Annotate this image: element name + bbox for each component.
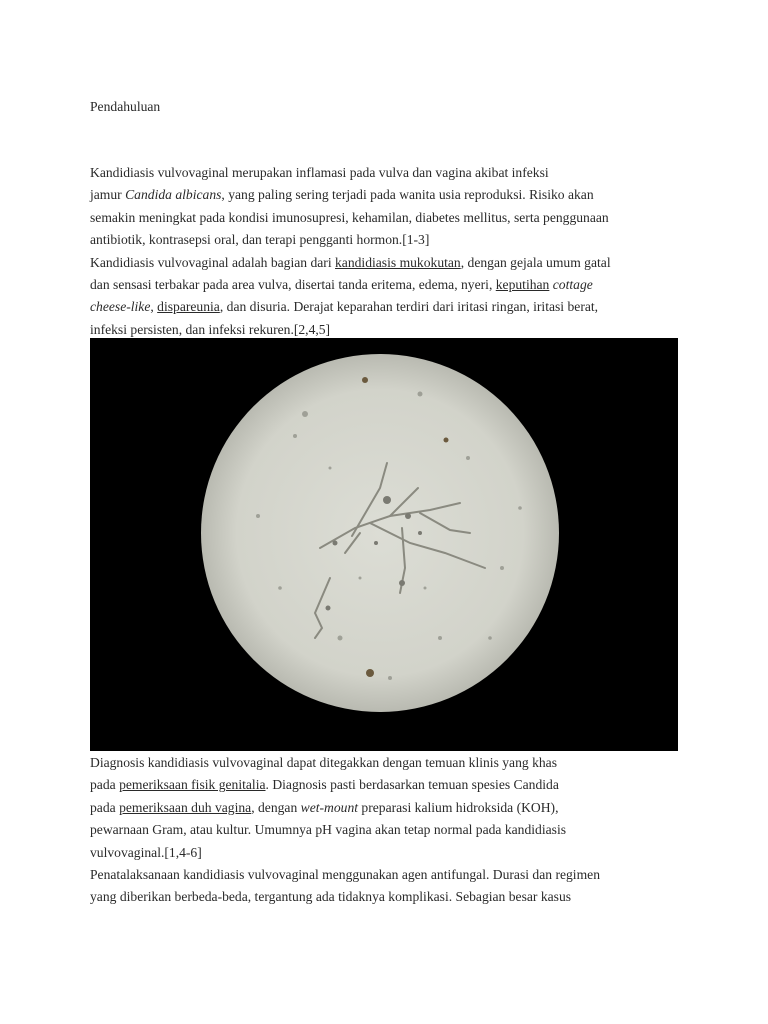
text-line: semakin meningkat pada kondisi imunosupresi, kehamilan, diabetes mellitus, serta penggunaan [90, 209, 609, 225]
text-line [90, 797, 690, 819]
text-line: antibiotik, kontrasepsi oral, dan terapi pengganti hormon.[1-3] [90, 232, 430, 248]
italic-term: wet-mount [300, 799, 359, 815]
paragraph-symptoms [90, 252, 690, 342]
text-line [90, 296, 690, 318]
text-line: pewarnaan Gram, atau kultur. Umumnya pH vagina akan tetap normal pada kandidiasis [90, 822, 567, 838]
link-pemeriksaan-duh-vagina[interactable]: pemeriksaan duh vagina [119, 799, 252, 815]
text-line: yang diberikan berbeda-beda, tergantung ada tidaknya komplikasi. Sebagian besar kasus [90, 889, 572, 905]
microscope-field-image [90, 338, 678, 751]
text-span: jamur [90, 187, 126, 203]
text-line: vulvovaginal.[1,4-6] [90, 844, 202, 860]
text-span: , yang paling sering terjadi pada wanita usia reproduksi. Risiko akan [221, 187, 594, 203]
text-span: preparasi kalium hidroksida (KOH), [358, 799, 559, 815]
text-line [90, 774, 690, 796]
text-span: , dengan [251, 799, 301, 815]
text-line: Penatalaksanaan kandidiasis vulvovaginal menggunakan agen antifungal. Durasi dan regimen [90, 867, 600, 882]
section-heading: Pendahuluan [90, 99, 161, 114]
link-keputihan[interactable]: keputihan [495, 276, 550, 292]
link-dispareunia[interactable]: dispareunia [157, 299, 220, 315]
text-line: Kandidiasis vulvovaginal merupakan inflamasi pada vulva dan vagina akibat infeksi [90, 165, 549, 180]
text-line: infeksi persisten, dan infeksi rekuren.[2,4,5] [90, 321, 331, 337]
text-span: . Diagnosis pasti berdasarkan temuan spesies Candida [265, 777, 559, 793]
text-span: , dengan gejala umum gatal [460, 254, 611, 270]
paragraph-diagnosis [90, 752, 690, 864]
link-pemeriksaan-fisik-genitalia[interactable]: pemeriksaan fisik genitalia [119, 777, 266, 793]
text-line [90, 184, 690, 206]
italic-term: cottage [552, 276, 593, 292]
paragraph-intro [90, 162, 690, 252]
text-span: , [150, 299, 158, 315]
text-line [90, 274, 690, 296]
paragraph-treatment [90, 864, 690, 909]
text-span: Kandidiasis vulvovaginal adalah bagian dari [90, 254, 335, 270]
text-span: dan sensasi terbakar pada area vulva, disertai tanda eritema, edema, nyeri, [90, 276, 496, 292]
text-line: Diagnosis kandidiasis vulvovaginal dapat ditegakkan dengan temuan klinis yang khas [90, 755, 557, 770]
text-span: pada [90, 799, 120, 815]
text-line [90, 252, 690, 274]
text-span: pada [90, 777, 120, 793]
text-span: , dan disuria. Derajat keparahan terdiri dari iritasi ringan, iritasi berat, [219, 299, 599, 315]
species-name: Candida albicans [125, 187, 222, 203]
microscope-field-icon [90, 338, 678, 751]
italic-term: cheese-like [90, 299, 151, 315]
link-kandidiasis-mukokutan[interactable]: kandidiasis mukokutan [335, 254, 461, 270]
